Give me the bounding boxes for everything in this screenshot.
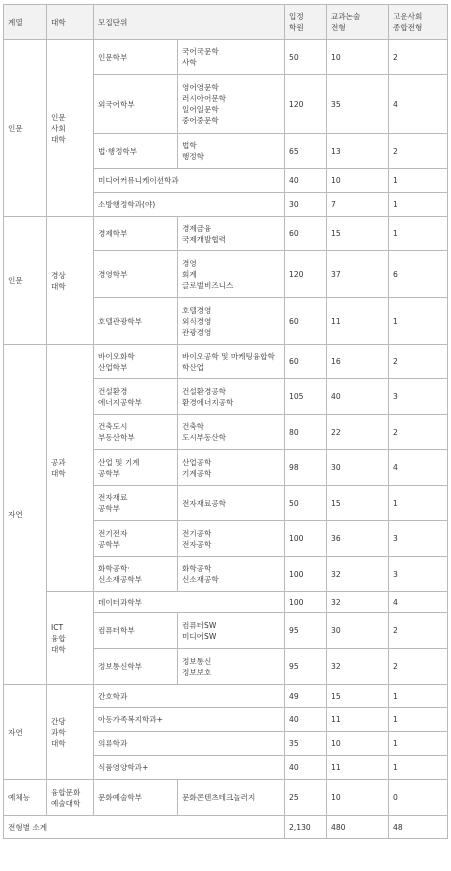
group-cell: 예체능: [4, 780, 47, 816]
unit-cell: 호텔관광학부: [94, 298, 178, 345]
quota-cell: 65: [285, 134, 327, 169]
unit-cell: 경제학부: [94, 217, 178, 251]
quota-cell: 25: [285, 780, 327, 816]
social-cell: 2: [389, 415, 448, 450]
social-cell: 4: [389, 592, 448, 613]
quota-cell: 50: [285, 486, 327, 521]
unit-cell: 전기전자 공학부: [94, 521, 178, 557]
table-row: [4, 592, 448, 613]
unit-cell: 건축도시 부동산학부: [94, 415, 178, 450]
total-essay: 480: [327, 816, 389, 839]
total-quota: 2,130: [285, 816, 327, 839]
social-cell: 2: [389, 649, 448, 685]
majors-cell: 산업공학 기계공학: [178, 450, 285, 486]
unit-cell: 식품영양학과+: [94, 756, 285, 780]
essay-cell: 11: [327, 298, 389, 345]
essay-cell: 32: [327, 592, 389, 613]
unit-cell: 건설환경 에너지공학부: [94, 379, 178, 415]
majors-cell: 국어국문학 사학: [178, 40, 285, 75]
unit-cell: 의류학과: [94, 732, 285, 756]
social-cell: 1: [389, 298, 448, 345]
quota-cell: 100: [285, 521, 327, 557]
unit-cell: 인문학부: [94, 40, 178, 75]
social-cell: 1: [389, 708, 448, 732]
table-row: [4, 780, 448, 816]
unit-cell: 전자재료 공학부: [94, 486, 178, 521]
essay-cell: 37: [327, 251, 389, 298]
essay-cell: 22: [327, 415, 389, 450]
social-cell: 3: [389, 521, 448, 557]
quota-cell: 49: [285, 685, 327, 708]
total-label: 전형별 소계: [4, 816, 285, 839]
majors-cell: 컴퓨터SW 미디어SW: [178, 613, 285, 649]
quota-cell: 50: [285, 40, 327, 75]
essay-cell: 10: [327, 169, 389, 193]
header-gyeyeol: 계열: [4, 5, 47, 40]
header-mojip: 모집단위: [94, 5, 285, 40]
social-cell: 2: [389, 613, 448, 649]
essay-cell: 11: [327, 756, 389, 780]
unit-cell: 문화예술학부: [94, 780, 178, 816]
quota-cell: 60: [285, 298, 327, 345]
majors-cell: 문화콘텐츠테크놀러지: [178, 780, 285, 816]
essay-cell: 10: [327, 40, 389, 75]
table-row: [4, 40, 448, 75]
essay-cell: 35: [327, 75, 389, 134]
quota-cell: 40: [285, 708, 327, 732]
admission-table: [3, 4, 448, 839]
unit-cell: 아동가족복지학과+: [94, 708, 285, 732]
social-cell: 0: [389, 780, 448, 816]
admission-table-container: [3, 4, 447, 839]
group-cell: 인문: [4, 217, 47, 345]
total-social: 48: [389, 816, 448, 839]
majors-cell: 건축학 도시부동산학: [178, 415, 285, 450]
essay-cell: 11: [327, 708, 389, 732]
unit-cell: 경영학부: [94, 251, 178, 298]
header-daehak: 대학: [47, 5, 94, 40]
essay-cell: 10: [327, 732, 389, 756]
header-gyogwa: 교과논술 전형: [327, 5, 389, 40]
college-cell: 인문 사회 대학: [47, 40, 94, 217]
essay-cell: 32: [327, 649, 389, 685]
essay-cell: 15: [327, 685, 389, 708]
majors-cell: 전자재료공학: [178, 486, 285, 521]
majors-cell: 정보통신 정보보호: [178, 649, 285, 685]
social-cell: 1: [389, 169, 448, 193]
unit-cell: 데이터과학부: [94, 592, 285, 613]
table-row: [4, 685, 448, 708]
header-goeun: 고운사회 종합전형: [389, 5, 448, 40]
essay-cell: 7: [327, 193, 389, 217]
social-cell: 2: [389, 134, 448, 169]
quota-cell: 60: [285, 217, 327, 251]
majors-cell: 건설환경공학 환경에너지공학: [178, 379, 285, 415]
essay-cell: 30: [327, 450, 389, 486]
unit-cell: 정보통신학부: [94, 649, 178, 685]
majors-cell: 경제금융 국제개발협력: [178, 217, 285, 251]
unit-cell: 미디어커뮤니케이션학과: [94, 169, 285, 193]
majors-cell: 화학공학 신소재공학: [178, 557, 285, 592]
quota-cell: 105: [285, 379, 327, 415]
social-cell: 6: [389, 251, 448, 298]
majors-cell: 바이오공학 및 마케팅융합학 학산업: [178, 345, 285, 379]
essay-cell: 36: [327, 521, 389, 557]
college-cell: 경상 대학: [47, 217, 94, 345]
quota-cell: 120: [285, 251, 327, 298]
majors-cell: 영어영문학 러시아어문학 일어일문학 중어중문학: [178, 75, 285, 134]
quota-cell: 40: [285, 169, 327, 193]
social-cell: 1: [389, 193, 448, 217]
essay-cell: 13: [327, 134, 389, 169]
social-cell: 1: [389, 732, 448, 756]
quota-cell: 30: [285, 193, 327, 217]
unit-cell: 산업 및 기계 공학부: [94, 450, 178, 486]
quota-cell: 80: [285, 415, 327, 450]
table-row: [4, 345, 448, 379]
college-cell: 융합문화 예술대학: [47, 780, 94, 816]
essay-cell: 15: [327, 217, 389, 251]
quota-cell: 100: [285, 592, 327, 613]
majors-cell: 법학 행정학: [178, 134, 285, 169]
majors-cell: 호텔경영 외식경영 관광경영: [178, 298, 285, 345]
essay-cell: 32: [327, 557, 389, 592]
social-cell: 1: [389, 486, 448, 521]
unit-cell: 컴퓨터학부: [94, 613, 178, 649]
college-cell: 간당 과학 대학: [47, 685, 94, 780]
group-cell: 자연: [4, 345, 47, 685]
essay-cell: 40: [327, 379, 389, 415]
unit-cell: 외국어학부: [94, 75, 178, 134]
quota-cell: 60: [285, 345, 327, 379]
social-cell: 1: [389, 685, 448, 708]
social-cell: 1: [389, 217, 448, 251]
group-cell: 인문: [4, 40, 47, 217]
majors-cell: 전기공학 전자공학: [178, 521, 285, 557]
unit-cell: 법·행정학부: [94, 134, 178, 169]
college-cell: 공과 대학: [47, 345, 94, 592]
social-cell: 2: [389, 40, 448, 75]
social-cell: 4: [389, 75, 448, 134]
social-cell: 3: [389, 557, 448, 592]
table-row: [4, 217, 448, 251]
unit-cell: 소방행정학과(야): [94, 193, 285, 217]
header-ipjeong: 입정 학원: [285, 5, 327, 40]
majors-cell: 경영 회계 글로벌비즈니스: [178, 251, 285, 298]
essay-cell: 10: [327, 780, 389, 816]
header-row: [4, 5, 448, 40]
quota-cell: 100: [285, 557, 327, 592]
social-cell: 1: [389, 756, 448, 780]
quota-cell: 95: [285, 613, 327, 649]
quota-cell: 120: [285, 75, 327, 134]
college-cell: ICT 융합 대학: [47, 592, 94, 685]
essay-cell: 15: [327, 486, 389, 521]
group-cell: 자연: [4, 685, 47, 780]
social-cell: 3: [389, 379, 448, 415]
quota-cell: 98: [285, 450, 327, 486]
unit-cell: 간호학과: [94, 685, 285, 708]
quota-cell: 95: [285, 649, 327, 685]
essay-cell: 16: [327, 345, 389, 379]
total-row: [4, 816, 448, 839]
unit-cell: 바이오화학 산업학부: [94, 345, 178, 379]
essay-cell: 30: [327, 613, 389, 649]
social-cell: 2: [389, 345, 448, 379]
unit-cell: 화학공학· 신소재공학부: [94, 557, 178, 592]
social-cell: 4: [389, 450, 448, 486]
quota-cell: 35: [285, 732, 327, 756]
quota-cell: 40: [285, 756, 327, 780]
